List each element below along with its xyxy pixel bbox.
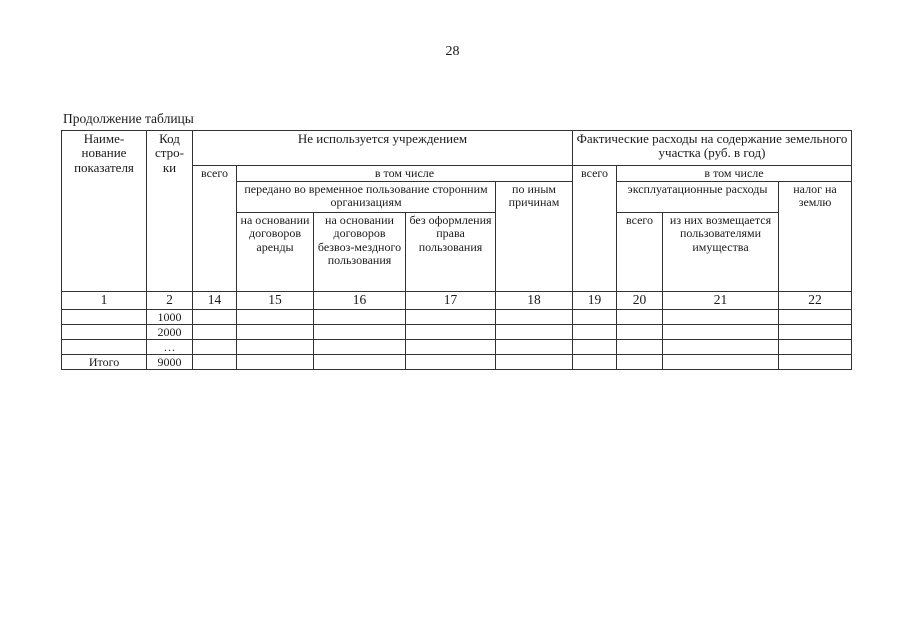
table-cell	[193, 325, 237, 340]
row-code: 1000	[147, 310, 193, 325]
column-number: 14	[193, 292, 237, 310]
row-label	[62, 325, 147, 340]
header-actual-expenses: Фактические расходы на содержание земельного участка (руб. в год)	[573, 131, 852, 166]
header-not-used-by-institution: Не используется учреждением	[193, 131, 573, 166]
column-number: 2	[147, 292, 193, 310]
table-cell	[314, 310, 406, 325]
header-lease-agreements: на основании договоров аренды	[237, 213, 314, 292]
data-table	[61, 130, 852, 370]
column-number: 22	[779, 292, 852, 310]
table-row	[62, 325, 852, 340]
table-cell	[496, 310, 573, 325]
column-number-row	[62, 292, 852, 310]
header-reimbursed-by-users: из них возмещается пользователями имущества	[663, 213, 779, 292]
header-expenses-including: в том числе	[617, 166, 852, 182]
table-cell	[193, 355, 237, 370]
table-cell	[237, 355, 314, 370]
header-other-reasons: по иным причинам	[496, 182, 573, 292]
table-row	[62, 340, 852, 355]
table-cell	[617, 340, 663, 355]
header-operational-expenses: эксплуатационные расходы	[617, 182, 779, 213]
row-label: Итого	[62, 355, 147, 370]
column-number: 21	[663, 292, 779, 310]
table-cell	[663, 325, 779, 340]
page-number: 28	[445, 44, 460, 59]
table-cell	[779, 310, 852, 325]
header-expenses-total: всего	[573, 166, 617, 292]
table-cell	[496, 325, 573, 340]
header-free-use-agreements: на основании договоров безвоз-мездного пользования	[314, 213, 406, 292]
header-unused-total: всего	[193, 166, 237, 292]
table-cell	[573, 310, 617, 325]
table-cell	[496, 340, 573, 355]
column-number: 1	[62, 292, 147, 310]
table-cell	[573, 355, 617, 370]
column-number: 16	[314, 292, 406, 310]
table-cell	[193, 310, 237, 325]
table-cell	[406, 310, 496, 325]
header-row-code: Код стро-ки	[147, 131, 193, 292]
table-cell	[237, 310, 314, 325]
table-cell	[193, 340, 237, 355]
header-indicator-name: Наиме-нование показателя	[62, 131, 147, 292]
row-code: 9000	[147, 355, 193, 370]
table-cell	[617, 325, 663, 340]
header-no-rights-registration: без оформления права пользования	[406, 213, 496, 292]
table-cell	[663, 340, 779, 355]
header-land-tax: налог на землю	[779, 182, 852, 292]
table-cell	[663, 310, 779, 325]
column-number: 17	[406, 292, 496, 310]
table-cell	[314, 325, 406, 340]
table-caption: Продолжение таблицы	[63, 111, 194, 126]
table-cell	[663, 355, 779, 370]
table-cell	[779, 325, 852, 340]
row-label	[62, 340, 147, 355]
header-operational-total: всего	[617, 213, 663, 292]
table-cell	[314, 355, 406, 370]
table-cell	[779, 355, 852, 370]
row-label	[62, 310, 147, 325]
table-cell	[617, 355, 663, 370]
column-number: 19	[573, 292, 617, 310]
table-cell	[496, 355, 573, 370]
row-code: …	[147, 340, 193, 355]
table-cell	[573, 325, 617, 340]
column-number: 20	[617, 292, 663, 310]
table-cell	[406, 355, 496, 370]
table-cell	[406, 325, 496, 340]
row-code: 2000	[147, 325, 193, 340]
header-unused-including: в том числе	[237, 166, 573, 182]
column-number: 15	[237, 292, 314, 310]
table-cell	[779, 340, 852, 355]
header-transferred-temporary-use: передано во временное пользование сторонним организациям	[237, 182, 496, 213]
table-cell	[573, 340, 617, 355]
table-cell	[237, 340, 314, 355]
table-cell	[406, 340, 496, 355]
table-cell	[237, 325, 314, 340]
table-row	[62, 310, 852, 325]
table-cell	[314, 340, 406, 355]
table-row-total	[62, 355, 852, 370]
table-cell	[617, 310, 663, 325]
column-number: 18	[496, 292, 573, 310]
